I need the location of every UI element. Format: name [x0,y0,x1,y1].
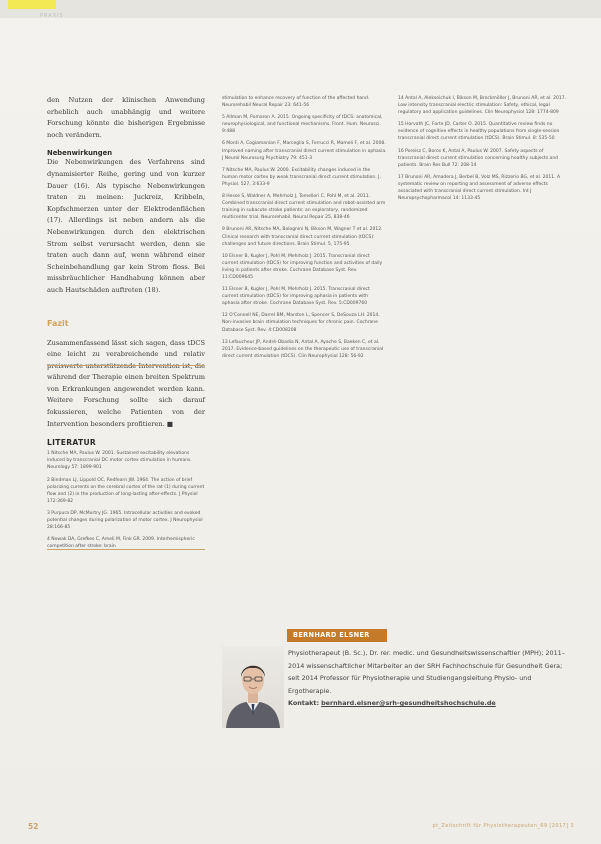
reference-item: 17 Brunoni AR, Amadera J, Berbel B, Volz MS, Rizzerio BG, et al. 2011. A systematic review on reporting and assessment of adverse effects associated with transcranial direct current stimulation. Int J Neuropsychopharmacol 14: 1133-45 [398,174,561,202]
reference-item: 8 Hesse S, Waldner A, Mehrholz J, Tomelleri C, Pohl M, et al. 2011. Combined transcranial direct current stimulation and robot-assisted arm training in subacute stroke patients: an exploratory, randomized multicenter trial. Neurorehabil. Neural Repair 25, 838-46 [222,194,386,221]
literature-top-rule [47,549,205,550]
reference-item: 13 Lefaucheur JP, André-Obadia N, Antal A, Ayache S, Baeken C, et al. 2017. Evidence-based guidelines on the therapeutic use of transcranial direct current stimulation (tDCS). Clin Neurophysiol 128: 56-92 [222,339,384,359]
author-bio: Physiotherapeut (B. Sc.), Dr. rer. medic. und Gesundheitswissenschaftler (MPH); 2011–2014 wissenschaftlicher Mitarbeiter an der SRH Fachhochschule für Gesundheit Gera; seit 2014 Professor für Physiotherapie und Studiengangsleitung Physio- und Ergotherapie. [288,649,565,695]
author-contact [288,697,573,710]
reference-item: 2 Bindman LJ, Lippold OC, Redfearn JW. 1964. The action of brief polarizing currents on the cerebral cortex of the rat (1) during current flow and (2) in the production of long-lasting after-effects. J Physiol 172:369-82 [47,477,205,504]
column-1 [47,95,205,555]
reference-item: 4 Nowak DA, Grefkes C, Ameli M, Fink GR. 2009. Interhemispheric competition after stroke: brain [47,537,195,550]
author-bio-block [288,647,573,710]
literature-heading: LITERATUR [47,438,97,448]
reference-item: 7 Nitsche MA, Paulus W. 2000. Excitability changes induced in the human motor cortex by weak transcranial direct current stimulation. J. Physiol. 527, 3:633-9 [222,167,381,187]
column-3 [398,95,568,207]
reference-item: 6 Monti A, Cogiamanian F, Marceglia S, Ferrucci R, Mameli F, et al. 2008. Improved naming after transcranial direct current stimulation in aphasia. J Neurol Neurosurg Psychiatry 79: 451-3 [222,141,387,161]
reference-item: 14 Antal A, Alekseichuk I, Bikson M, Brockmöller J, Brunoni AR, et al. 2017. Low intensity transcranial electric stimulation: Safety, ethical, legal regulatory and application guidelines. Clin Neurophysiol 128: 1774-809 [398,96,567,116]
reference-item: 12 O'Connell NE, Darrel BM, Marston L, Spencer S, DeSouza LH. 2014. Non-invasive brain stimulation techniques for chronic pain. Cochrane Database Syst. Rev. 4:CD008208 [222,313,380,333]
reference-item: 11 Elsner B, Kugler J, Pohl M, Mehrholz J. 2015. Transcranial direct current stimulation (tDCS) for improving aphasia in patients with aphasia after stroke. Cochrane Database Syst. Rev. 5:CD009760 [222,287,370,307]
author-email-link[interactable]: bernhard.elsner@srh-gesundheitshochschule.de [321,699,496,708]
fazit-top-rule [47,365,205,366]
header-color-tab [8,0,56,9]
author-name: BERNHARD ELSNER [293,631,370,639]
reference-item: 5 Allman M, Pumaron A. 2015. Ongoing specificity of tDCS: anatomical, neurophysiological, and functional mechanisms. Front. Hum. Neurosci. 9:488 [222,115,383,135]
reference-item: 16 Poreisz C, Boros K, Antal A, Paulus W. 2007. Safety aspects of transcranial direct current stimulation concerning healthy subjects and patients. Brain Res Bull 72: 208-14 [398,148,559,168]
contact-label: Kontakt: [288,699,320,708]
reference-item: 1 Nitsche MA, Paulus W. 2001. Sustained excitability elevations induced by transcranial DC motor cortex stimulation in humans. Neurology 57: 1899-901 [47,451,192,471]
author-photo [222,646,284,728]
header-bar [0,0,601,18]
page-number: 52 [28,822,39,831]
footer-source: pt_Zeitschrift für Physiotherapeuten_69 [2017] 3 [432,823,574,829]
side-effects-heading: Nebenwirkungen [47,149,113,158]
fazit-heading: Fazit [47,318,69,328]
column-2 [222,95,387,365]
intro-paragraph: den Nutzen der klinischen Anwendung erheblich auch unabhängig und weitere Forschung könnte die bisherigen Ergebnisse noch verändern. [47,96,205,139]
reference-continuation: stimulation to enhance recovery of function of the affected hand. Neurorehabil Neural Repair 23: 641-56 [222,96,370,109]
reference-item: 9 Brunoni AR, Nitsche MA, Bolognini N, Bikson M, Wagner T et al. 2012. Clinical research with transcranial direct current stimulation (tDCS): challenges and future directions. Brain Stimul. 5, 175-95 [222,227,383,247]
side-effects-paragraph: Die Nebenwirkungen des Verfahrens sind dynamisierter Reihe, gering und von kurzer Dauer (16). Als typische Nebenwirkungen traten zu meinen: Juckreiz, Kribbeln, Kopfschmerzen unter der Elektrodenflächen (17). Allerdings ist neben andern als die Nebenwirkungen durch den elektrischen Strom selbst verursacht werden, denn sie traten auch dann auf, wenn während einer Scheinbehandlung gar kein Strom floss. Bei missbräuchlicher Handhabung können aber auch Hautschäden auftreten (18). [47,158,205,294]
author-portrait-graphic [222,646,284,728]
fazit-paragraph: Zusammenfassend lässt sich sagen, dass tDCS eine leicht zu verabreichende und relativ während der Therapie einen breiten Spektrum von Erkrankungen angewendet werden kann. Weitere Forschung sollte sich darauf fokussieren, welche Patienten von der Intervention besonders profitieren. ■ [47,338,205,428]
reference-item: 10 Elsner B, Kugler J, Pohl M, Mehrholz J. 2015. Transcranial direct current stimulation (tDCS) for improving function and activities of daily living in patients after stroke. Cochrane Database Syst. Rev. 11:CD009645 [222,253,383,280]
running-head: PRAXIS [40,13,64,19]
reference-item: 15 Horvath JC, Forte JD, Carter O. 2015. Quantitative review finds no evidence of cognitive effects in healthy populations from single-session transcranial direct current stimulation (tDCS). Brain Stimul. 8: 535-50 [398,122,560,142]
reference-item: 3 Purpura DP, McMurtry JG. 1965. Intracellular activities and evoked potential changes during polarization of motor cortex. J Neurophysiol 28:166-85 [47,510,203,531]
